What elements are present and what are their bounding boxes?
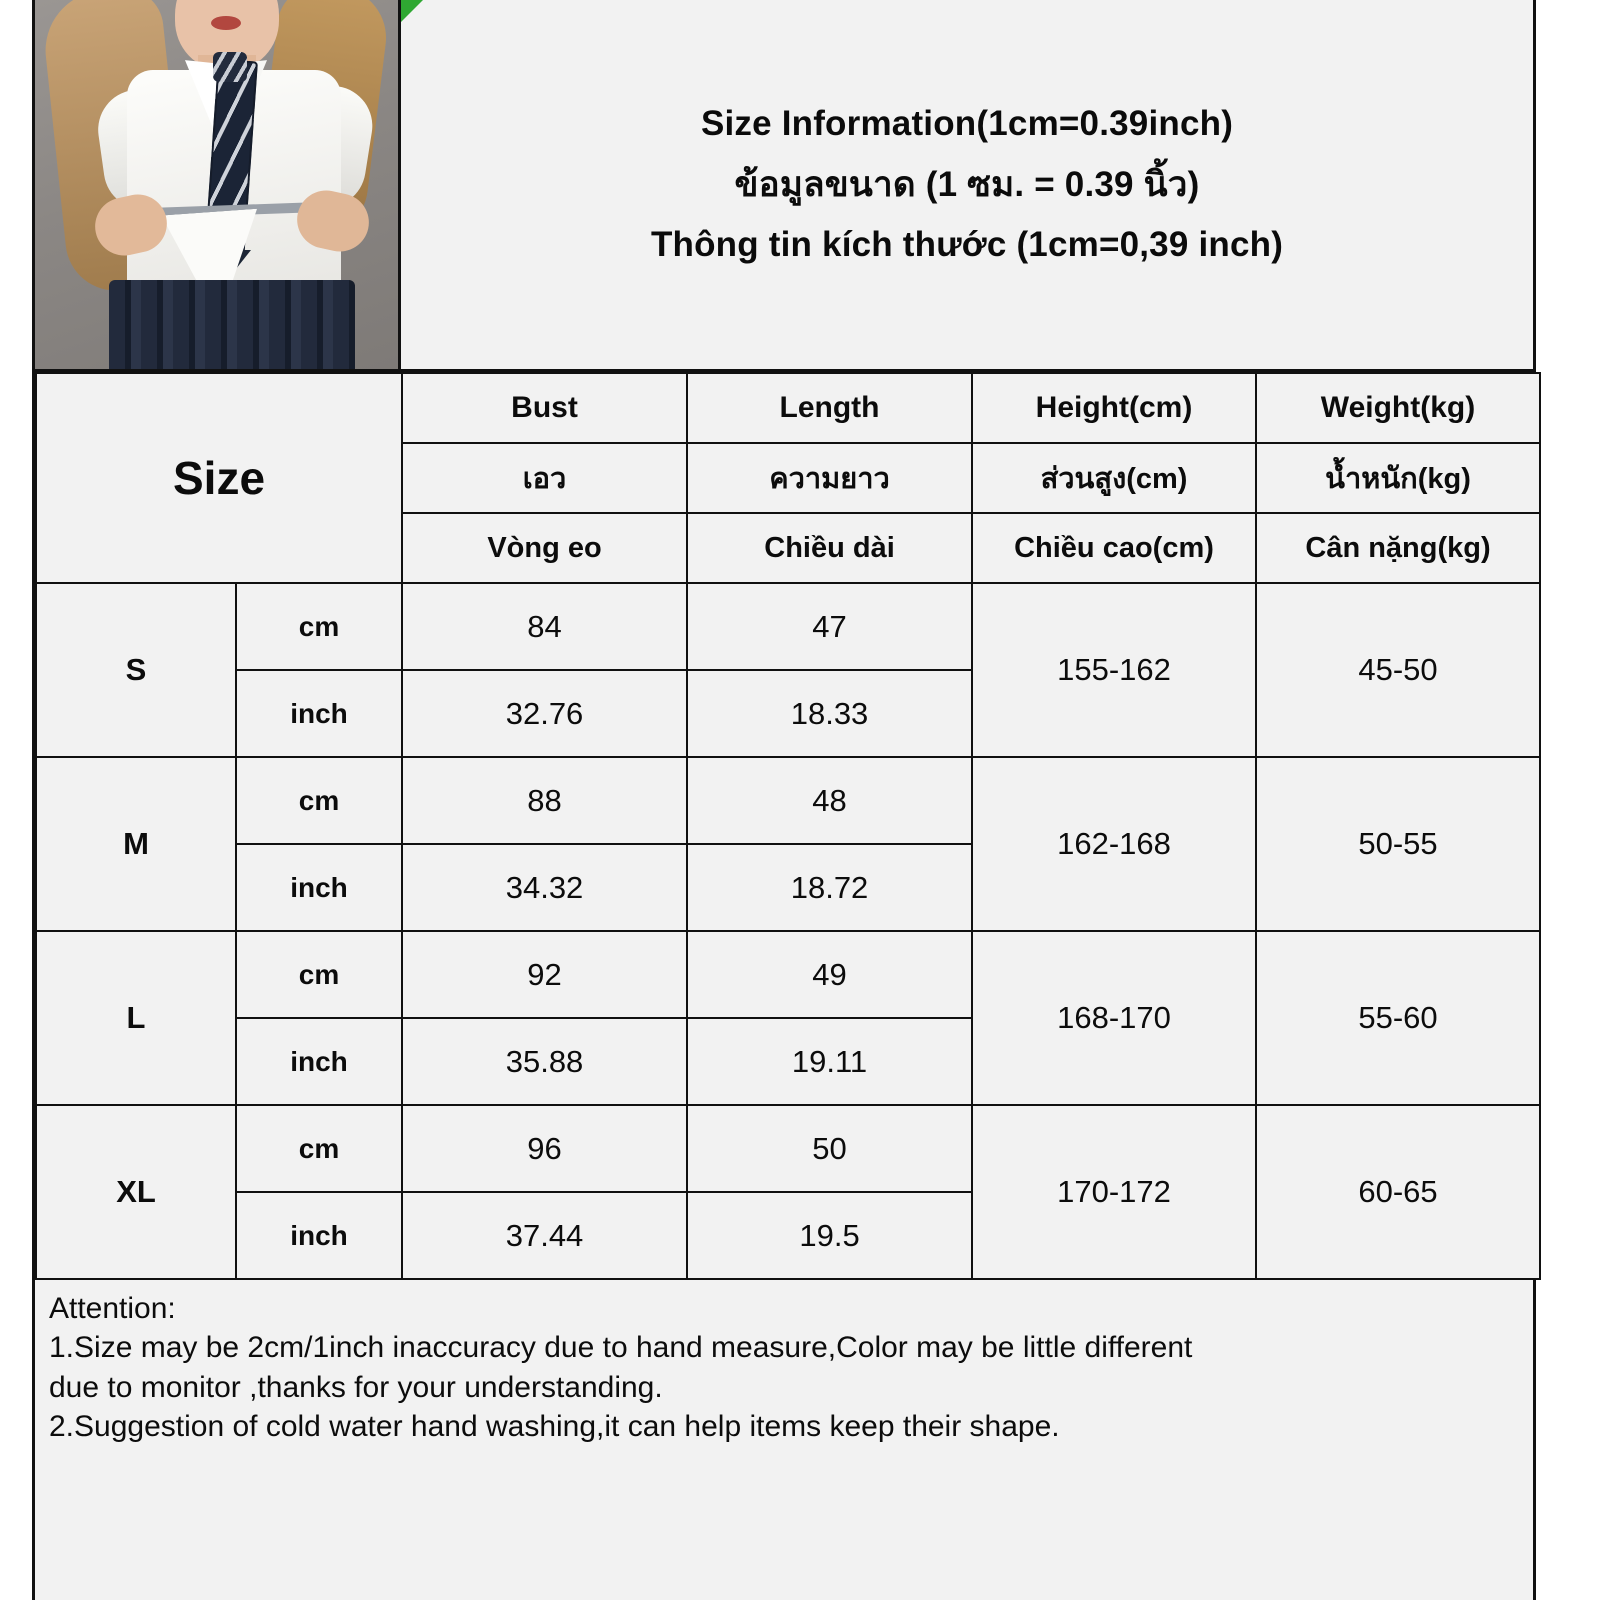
banner [35,0,1533,372]
attention-line-1: 1.Size may be 2cm/1inch inaccuracy due to hand measure,Color may be little different [49,1330,1193,1364]
row-size-l: L [36,931,236,1105]
size-chart-sheet [32,0,1536,1600]
header-bust-en: Bust [402,373,687,443]
unit-inch: inch [236,670,402,757]
l-bust-cm: 92 [402,931,687,1018]
header-height-en: Height(cm) [972,373,1256,443]
xl-length-cm: 50 [687,1105,972,1192]
size-table [35,372,1541,1280]
l-height: 168-170 [972,931,1256,1105]
title-vi: Thông tin kích thước (1cm=0,39 inch) [650,225,1284,264]
header-height-th: ส่วนสูง(cm) [972,443,1256,513]
header-length-th: ความยาว [687,443,972,513]
unit-inch: inch [236,1192,402,1279]
product-photo [35,0,401,369]
header-length-vi: Chiều dài [687,513,972,583]
header-weight-th: น้ำหนัก(kg) [1256,443,1540,513]
size-header-cell: Size [36,373,402,583]
s-bust-inch: 32.76 [402,670,687,757]
table-header-row-en [36,373,1540,443]
m-length-cm: 48 [687,757,972,844]
lips [211,16,241,30]
attention-block [35,1280,1533,1446]
xl-weight: 60-65 [1256,1105,1540,1279]
l-length-inch: 19.11 [687,1018,972,1105]
green-corner-marker-icon [401,0,423,22]
unit-inch: inch [236,844,402,931]
header-bust-th: เอว [402,443,687,513]
m-height: 162-168 [972,757,1256,931]
row-size-m: M [36,757,236,931]
table-row [36,583,1540,670]
title-en: Size Information(1cm=0.39inch) [700,104,1234,143]
header-length-en: Length [687,373,972,443]
unit-cm: cm [236,1105,402,1192]
m-length-inch: 18.72 [687,844,972,931]
attention-line-1b: due to monitor ,thanks for your understanding. [49,1370,663,1404]
xl-bust-cm: 96 [402,1105,687,1192]
s-height: 155-162 [972,583,1256,757]
row-size-xl: XL [36,1105,236,1279]
l-bust-inch: 35.88 [402,1018,687,1105]
necktie-knot [213,52,247,82]
l-length-cm: 49 [687,931,972,1018]
table-row [36,757,1540,844]
unit-cm: cm [236,757,402,844]
s-length-inch: 18.33 [687,670,972,757]
table-row [36,931,1540,1018]
header-bust-vi: Vòng eo [402,513,687,583]
attention-line-2: 2.Suggestion of cold water hand washing,it can help items keep their shape. [49,1410,1060,1444]
title-th: ข้อมูลขนาด (1 ซม. = 0.39 นิ้ว) [734,165,1200,204]
xl-bust-inch: 37.44 [402,1192,687,1279]
s-length-cm: 47 [687,583,972,670]
s-bust-cm: 84 [402,583,687,670]
pleated-skirt [109,280,355,369]
unit-cm: cm [236,583,402,670]
unit-cm: cm [236,931,402,1018]
header-weight-vi: Cân nặng(kg) [1256,513,1540,583]
xl-length-inch: 19.5 [687,1192,972,1279]
s-weight: 45-50 [1256,583,1540,757]
m-weight: 50-55 [1256,757,1540,931]
attention-title: Attention: [49,1292,176,1325]
header-weight-en: Weight(kg) [1256,373,1540,443]
m-bust-cm: 88 [402,757,687,844]
table-row [36,1105,1540,1192]
l-weight: 55-60 [1256,931,1540,1105]
xl-height: 170-172 [972,1105,1256,1279]
m-bust-inch: 34.32 [402,844,687,931]
title-block [401,0,1533,369]
row-size-s: S [36,583,236,757]
unit-inch: inch [236,1018,402,1105]
header-height-vi: Chiều cao(cm) [972,513,1256,583]
